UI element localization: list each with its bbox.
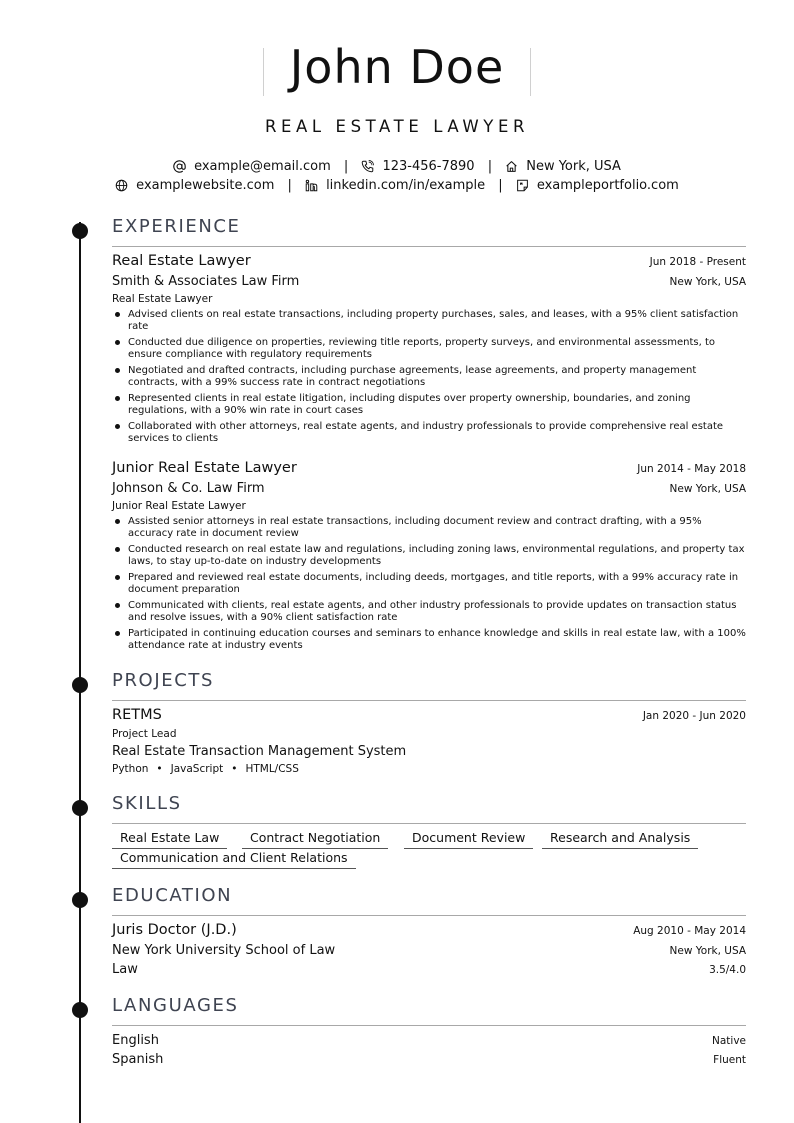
globe-icon <box>115 179 128 192</box>
portfolio-text: exampleportfolio.com <box>536 178 679 193</box>
timeline-line <box>79 222 81 1123</box>
language-level: Native <box>712 1035 746 1047</box>
project-description: Real Estate Transaction Management System <box>112 744 407 759</box>
email-contact[interactable] <box>173 159 331 174</box>
portfolio-contact[interactable] <box>516 178 679 193</box>
contact-separator: | <box>287 178 292 193</box>
list-item: Negotiated and drafted contracts, including purchase agreements, lease agreements, and property management contracts, with a 99% success rate in contract negotiations <box>112 365 746 389</box>
contact-separator: | <box>498 178 503 193</box>
list-item: Conducted research on real estate law and regulations, including zoning laws, environmental regulations, and property tax laws, to stay up-to-date on industry developments <box>112 544 746 568</box>
website-contact[interactable] <box>115 178 274 193</box>
skill-tag: Research and Analysis <box>542 829 698 849</box>
linkedin-icon <box>305 179 318 192</box>
list-item: Represented clients in real estate litigation, including disputes over property ownership, boundaries, and zoning regulations, with a 90% win rate in court cases <box>112 393 746 417</box>
job-role: Junior Real Estate Lawyer <box>112 460 297 476</box>
education-gpa: 3.5/4.0 <box>709 964 746 976</box>
education-degree: Juris Doctor (J.D.) <box>112 922 237 938</box>
section-divider <box>112 915 746 916</box>
language-name: English <box>112 1033 159 1048</box>
timeline-dot-projects <box>72 677 88 693</box>
list-item: Prepared and reviewed real estate documents, including deeds, mortgages, and title reports, with a 99% accuracy rate in document preparation <box>112 572 746 596</box>
job-bullets <box>112 309 746 449</box>
section-title-experience: EXPERIENCE <box>112 216 241 237</box>
home-icon <box>505 160 518 173</box>
section-title-skills: SKILLS <box>112 793 182 814</box>
job-subtitle: Real Estate Lawyer <box>112 293 213 305</box>
project-tech-list <box>112 763 299 775</box>
portfolio-icon <box>516 179 529 192</box>
section-divider <box>112 246 746 247</box>
linkedin-text: linkedin.com/in/example <box>326 178 486 193</box>
skill-tag: Contract Negotiation <box>242 829 388 849</box>
language-level: Fluent <box>713 1054 746 1066</box>
tech-separator: • <box>231 763 238 775</box>
tech-separator: • <box>156 763 163 775</box>
job-dates: Jun 2014 - May 2018 <box>637 463 746 475</box>
project-name: RETMS <box>112 707 162 723</box>
section-divider <box>112 1025 746 1026</box>
list-item: Conducted due diligence on properties, reviewing title reports, property surveys, and environmental assessments, to ensure compliance with regulatory requirements <box>112 337 746 361</box>
job-bullets <box>112 516 746 656</box>
section-divider <box>112 823 746 824</box>
section-title-projects: PROJECTS <box>112 670 215 691</box>
job-company: Johnson & Co. Law Firm <box>112 481 265 496</box>
project-role: Project Lead <box>112 728 177 740</box>
skill-tag: Real Estate Law <box>112 829 227 849</box>
list-item: Communicated with clients, real estate agents, and other industry professionals to provide updates on transaction status and resolve issues, with a 90% client satisfaction rate <box>112 600 746 624</box>
tech-item: HTML/CSS <box>245 763 299 775</box>
list-item: Collaborated with other attorneys, real estate agents, and industry professionals to provide comprehensive real estate services to clients <box>112 421 746 445</box>
job-location: New York, USA <box>669 276 746 288</box>
skill-tag: Communication and Client Relations <box>112 849 356 869</box>
section-title-education: EDUCATION <box>112 885 233 906</box>
location-text: New York, USA <box>526 159 621 174</box>
candidate-name: John Doe <box>289 40 505 94</box>
job-role: Real Estate Lawyer <box>112 253 251 269</box>
timeline-dot-languages <box>72 1002 88 1018</box>
list-item: Assisted senior attorneys in real estate transactions, including document review and contract drafting, with a 95% accuracy rate in document review <box>112 516 746 540</box>
contact-line-1 <box>0 159 794 174</box>
education-dates: Aug 2010 - May 2014 <box>633 925 746 937</box>
timeline-dot-education <box>72 892 88 908</box>
contact-separator: | <box>343 159 349 174</box>
phone-icon <box>361 160 374 173</box>
list-item: Participated in continuing education courses and seminars to enhance knowledge and skills in real estate law, with a 100% attendance rate at industry events <box>112 628 746 652</box>
job-dates: Jun 2018 - Present <box>649 256 746 268</box>
job-subtitle: Junior Real Estate Lawyer <box>112 500 246 512</box>
tech-item: JavaScript <box>170 763 224 775</box>
skill-tag: Document Review <box>404 829 533 849</box>
education-location: New York, USA <box>669 945 746 957</box>
email-text: example@email.com <box>194 159 331 174</box>
job-title: REAL ESTATE LAWYER <box>264 117 530 136</box>
at-icon <box>173 160 186 173</box>
education-school: New York University School of Law <box>112 943 336 958</box>
timeline-dot-skills <box>72 800 88 816</box>
website-text: examplewebsite.com <box>136 178 275 193</box>
linkedin-contact[interactable] <box>305 178 485 193</box>
phone-contact[interactable] <box>361 159 474 174</box>
list-item: Advised clients on real estate transactions, including property purchases, sales, and leases, with a 95% client satisfaction rate <box>112 309 746 333</box>
location-contact <box>505 159 621 174</box>
education-field: Law <box>112 962 138 977</box>
section-divider <box>112 700 746 701</box>
language-name: Spanish <box>112 1052 164 1067</box>
project-dates: Jan 2020 - Jun 2020 <box>642 710 746 722</box>
job-company: Smith & Associates Law Firm <box>112 274 300 289</box>
timeline-dot-experience <box>72 223 88 239</box>
phone-text: 123-456-7890 <box>382 159 475 174</box>
section-title-languages: LANGUAGES <box>112 995 239 1016</box>
contact-line-2 <box>0 178 794 193</box>
tech-item: Python <box>112 763 149 775</box>
job-location: New York, USA <box>669 483 746 495</box>
contact-separator: | <box>487 159 493 174</box>
